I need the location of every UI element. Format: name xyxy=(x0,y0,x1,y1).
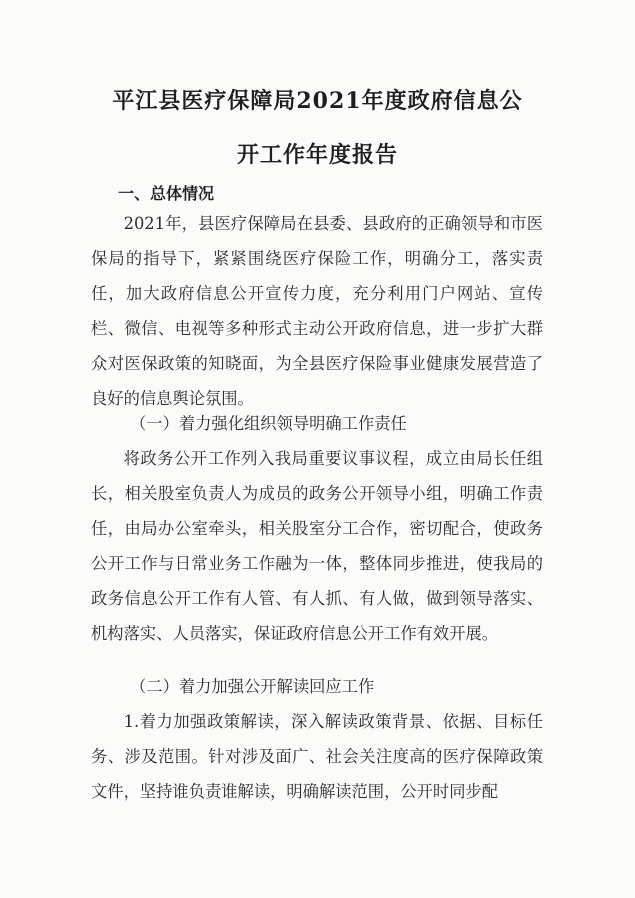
document-title-line1: 平江县医疗保障局2021年度政府信息公 xyxy=(112,88,523,114)
section-heading-overview: 一、总体情况 xyxy=(118,184,215,203)
subheading-organization: （一）着力强化组织领导明确工作责任 xyxy=(130,414,407,433)
paragraph-overview: 2021年，县医疗保障局在县委、县政府的正确领导和市医保局的指导下，紧紧围绕医疗保险工作，明确分工，落实责任，加大政府信息公开宣传力度，充分利用门户网站、宣传栏、微信、电视等多种形式主动公开政府信息，进一步扩大群众对医保政策的知晓面，为全县医疗保险事业健康发展营造了良好的信息舆论氛围。 xyxy=(91,214,543,408)
subheading-interpretation: （二）着力加强公开解读回应工作 xyxy=(130,677,375,696)
paragraph-interpretation: 1.着力加强政策解读，深入解读政策背景、依据、目标任务、涉及范围。针对涉及面广、社会关注度高的医疗保障政策文件，坚持谁负责谁解读，明确解读范围，公开时同步配 xyxy=(91,712,543,801)
paragraph-organization: 将政务公开工作列入我局重要议事议程，成立由局长任组长，相关股室负责人为成员的政务公开领导小组，明确工作责任，由局办公室牵头，相关股室分工合作，密切配合，使政务公开工作与日常业务工作融为一体，整体同步推进，使我局的政务信息公开工作有人管、有人抓、有人做，做到领导落实、机构落实、人员落实，保证政府信息公开工作有效开展。 xyxy=(91,449,543,643)
document-title-line2: 开工作年度报告 xyxy=(236,142,398,168)
